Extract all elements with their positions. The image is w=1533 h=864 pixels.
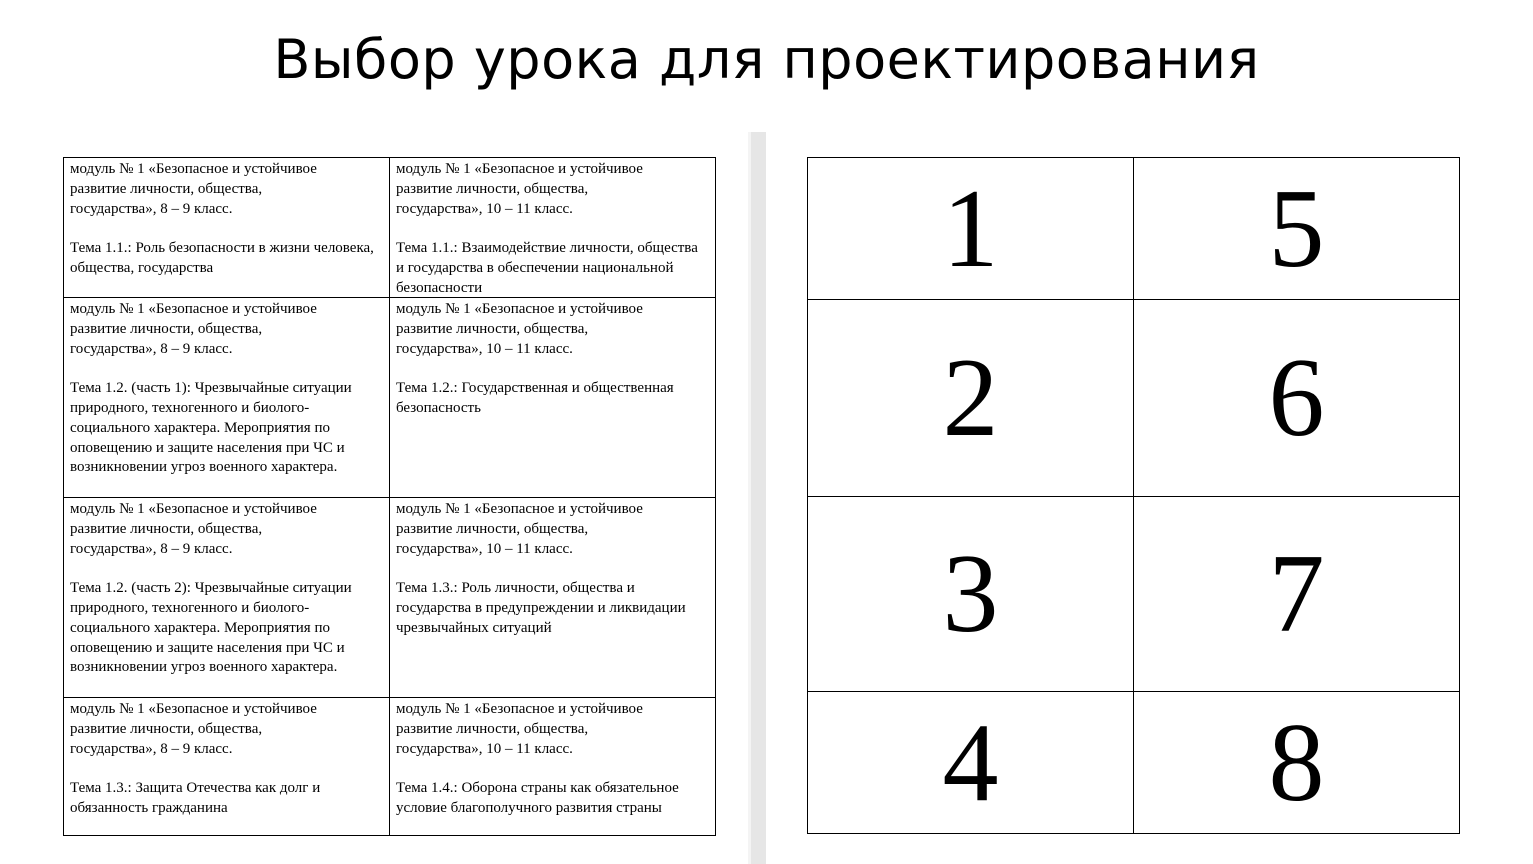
module-text: модуль № 1 «Безопасное и устойчивое развитие личности, общества, государства», 8 – 9 класс. [70,701,317,757]
module-text: модуль № 1 «Безопасное и устойчивое развитие личности, общества, государства», 10 – 11 класс. [396,501,643,557]
table-cell[interactable] [390,698,716,836]
table-cell[interactable] [390,158,716,298]
lesson-topics-table [63,157,716,836]
module-text: модуль № 1 «Безопасное и устойчивое развитие личности, общества, государства», 10 – 11 класс. [396,701,643,757]
slide-title: Выбор урока для проектирования [273,28,1260,91]
topic-text: Тема 1.3.: Защита Отечества как долг и обязанность гражданина [70,780,321,816]
table-cell[interactable] [64,498,390,698]
topic-text: Тема 1.1.: Взаимодействие личности, общества и государства в обеспечении национальной безопасности [396,240,698,295]
slide-divider [748,132,766,864]
lesson-number-cell[interactable]: 7 [1134,497,1460,692]
lesson-number-cell[interactable]: 8 [1134,692,1460,834]
table-cell[interactable] [390,498,716,698]
module-text: модуль № 1 «Безопасное и устойчивое развитие личности, общества, государства», 8 – 9 класс. [70,501,317,557]
lesson-number-cell[interactable]: 6 [1134,300,1460,497]
lesson-number-cell[interactable]: 3 [808,497,1134,692]
lesson-number-cell[interactable]: 2 [808,300,1134,497]
table-cell[interactable] [64,298,390,498]
table-row [64,158,716,298]
table-cell[interactable] [64,158,390,298]
topic-text: Тема 1.4.: Оборона страны как обязательное условие благополучного развития страны [396,780,679,816]
table-cell[interactable] [64,698,390,836]
module-text: модуль № 1 «Безопасное и устойчивое развитие личности, общества, государства», 10 – 11 класс. [396,161,643,217]
topic-text: Тема 1.2. (часть 2): Чрезвычайные ситуации природного, техногенного и биолого-социального характера. Мероприятия по оповещению и защите населения при ЧС и возникновении угроз военного характера. [70,580,352,676]
grid-row [808,497,1460,692]
table-row [64,698,716,836]
table-cell[interactable] [390,298,716,498]
table-row [64,498,716,698]
grid-row [808,158,1460,300]
topic-text: Тема 1.2. (часть 1): Чрезвычайные ситуации природного, техногенного и биолого-социального характера. Мероприятия по оповещению и защите населения при ЧС и возникновении угроз военного характера. [70,380,352,476]
lesson-number-grid [807,157,1460,834]
grid-row [808,300,1460,497]
module-text: модуль № 1 «Безопасное и устойчивое развитие личности, общества, государства», 10 – 11 класс. [396,301,643,357]
module-text: модуль № 1 «Безопасное и устойчивое развитие личности, общества, государства», 8 – 9 класс. [70,301,317,357]
topic-text: Тема 1.1.: Роль безопасности в жизни человека, общества, государства [70,240,374,276]
lesson-number-cell[interactable]: 5 [1134,158,1460,300]
table-row [64,298,716,498]
topic-text: Тема 1.2.: Государственная и общественная безопасность [396,380,674,416]
grid-row [808,692,1460,834]
topic-text: Тема 1.3.: Роль личности, общества и государства в предупреждении и ликвидации чрезвычайных ситуаций [396,580,686,636]
lesson-number-cell[interactable]: 4 [808,692,1134,834]
module-text: модуль № 1 «Безопасное и устойчивое развитие личности, общества, государства», 8 – 9 класс. [70,161,317,217]
lesson-number-cell[interactable]: 1 [808,158,1134,300]
